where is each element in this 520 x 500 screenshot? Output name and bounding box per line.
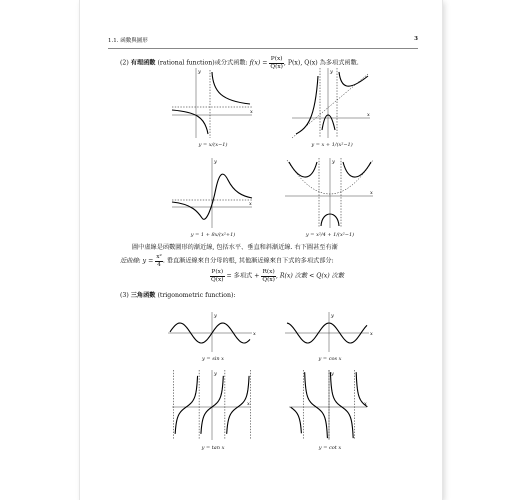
paragraph-line-1: 圖中虛線是函數圖形的漸近線, 包括水平、垂直和斜漸近線. 右下圖甚至有漸 [132,244,338,251]
plot-rational-1 [172,68,254,140]
item-2-title-en: (rational function)或分式函數: [157,59,248,67]
paragraph-fraction [155,254,163,268]
curve-branch [305,372,328,438]
curve-right-branch [212,72,250,104]
page-number: 3 [414,36,418,42]
item-2-formula-fraction [269,56,284,70]
curve-branch [330,372,353,438]
equation-rhs-fraction [261,269,276,283]
plot-cos [285,312,375,352]
y-axis-label: y [198,69,201,75]
x-axis-label: x [249,201,252,207]
paragraph-line-2-tail: . 垂直漸近線來自分母的根, 其他漸近線來自下式的多項式部分: [162,257,334,265]
x-axis-label: x [370,190,373,196]
running-header [108,36,418,49]
fraction-numerator: x² [156,254,162,260]
caption-sin: y = sin x [202,356,224,362]
y-axis-label: y [331,313,334,319]
caption-cos: y = cos x [318,356,342,362]
x-axis-label: x [364,401,367,407]
paragraph-line-2 [120,254,334,268]
paragraph-formula-lhs: 近曲線: y = [120,257,154,265]
plot-rational-2 [292,68,372,140]
plot-tan [172,370,254,442]
caption-plot-3: y = 1 + 8x/(x²+1) [190,232,236,238]
curve-left-branch [289,162,317,177]
plot-rational-4 [285,158,375,230]
equation-mid: = 多項式 + [226,272,260,280]
curve-right-branch [339,72,368,86]
plot-sin [168,312,258,352]
curve-left-branch [172,110,208,134]
plot-cot [289,370,371,442]
item-2-formula-lhs: f(x) = [249,59,268,67]
fraction-denominator: Q(x) [270,63,283,70]
curve-branch [175,376,197,434]
fraction-denominator: 4 [157,261,161,268]
item-3-label: (3) [120,292,129,299]
document-page [80,0,442,500]
caption-tan: y = tan x [201,445,225,451]
caption-cot: y = cot x [318,445,342,451]
x-axis-label: x [370,331,373,337]
fraction-denominator: Q(x) [262,276,275,283]
display-equation [210,269,344,283]
equation-condition: , R(x) 次數 < Q(x) 次數 [275,272,345,280]
caption-plot-1: y = x/(x−1) [198,142,228,148]
fraction-numerator: P(x) [270,56,283,62]
x-axis-label: x [367,112,370,118]
y-axis-label: y [331,371,334,377]
y-axis-label: y [214,159,217,165]
item-3-title: 三角函數 [130,292,156,299]
plot-rational-3 [172,158,254,230]
fraction-denominator: Q(x) [211,276,224,283]
item-2-title: 有理函數 [130,59,156,67]
x-axis-label: x [253,331,256,337]
curve-left-branch [296,76,318,134]
curve-branch [227,376,249,434]
item-3-title-en: (trigonometric function): [157,292,236,299]
x-axis-label: x [250,109,253,115]
item-2-formula-tail: , P(x), Q(x) 為多項式函數. [283,59,359,67]
curve-right-branch [343,162,371,177]
y-axis-label: y [330,69,333,75]
curve-branch [291,407,302,433]
fraction-numerator: P(x) [211,269,224,275]
fraction-numerator: R(x) [262,269,275,275]
section-title: 1.1. 函數與圖形 [108,38,148,44]
item-3-heading [120,292,235,300]
curve-middle-branch [322,115,335,130]
x-axis-label: x [247,401,250,407]
y-axis-label: y [214,371,217,377]
caption-plot-2: y = x + 1/(x²−1) [311,142,353,148]
item-2-label: (2) [120,59,129,67]
y-axis-label: y [214,313,217,319]
caption-plot-4: y = x²/4 + 1/(x²−1) [305,232,355,238]
y-axis-label: y [332,159,335,165]
equation-lhs-fraction [210,269,225,283]
